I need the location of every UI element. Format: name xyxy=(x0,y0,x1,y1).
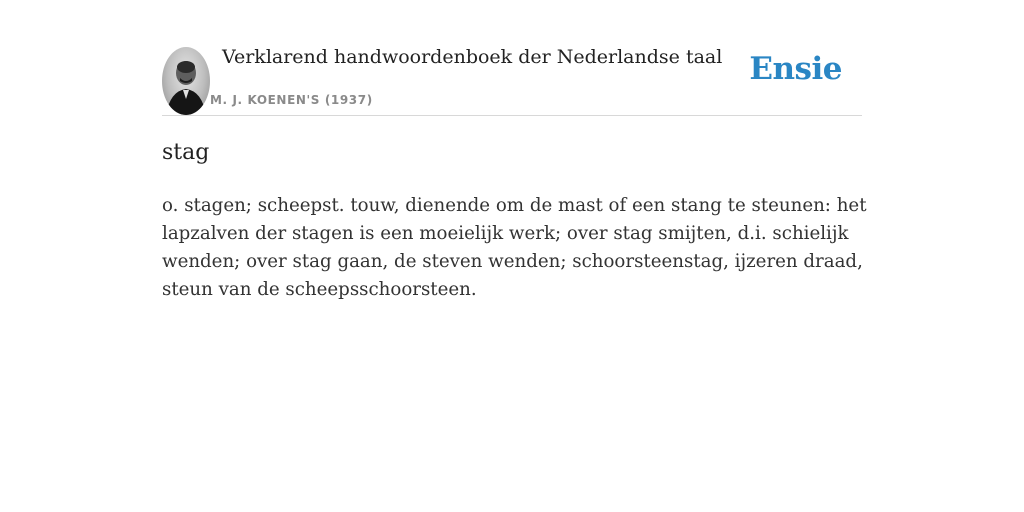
author-portrait-icon xyxy=(162,47,210,115)
book-title: Verklarend handwoordenboek der Nederlandse taal xyxy=(222,46,723,68)
ensie-logo-link[interactable]: Ensie xyxy=(749,51,842,87)
dictionary-header xyxy=(162,40,862,116)
entry-definition: o. stagen; scheepst. touw, dienende om de mast of een stang te steunen: het lapzalven der stagen is een moeielijk werk; over stag smijten, d.i. schielijk wenden; over stag gaan, de steven wenden; schoorsteenstag, ijzeren draad, steun van de scheepsschoorsteen. xyxy=(162,195,867,300)
entry-headword: stag xyxy=(162,140,210,165)
book-subtitle: M. J. KOENEN'S (1937) xyxy=(210,93,373,107)
